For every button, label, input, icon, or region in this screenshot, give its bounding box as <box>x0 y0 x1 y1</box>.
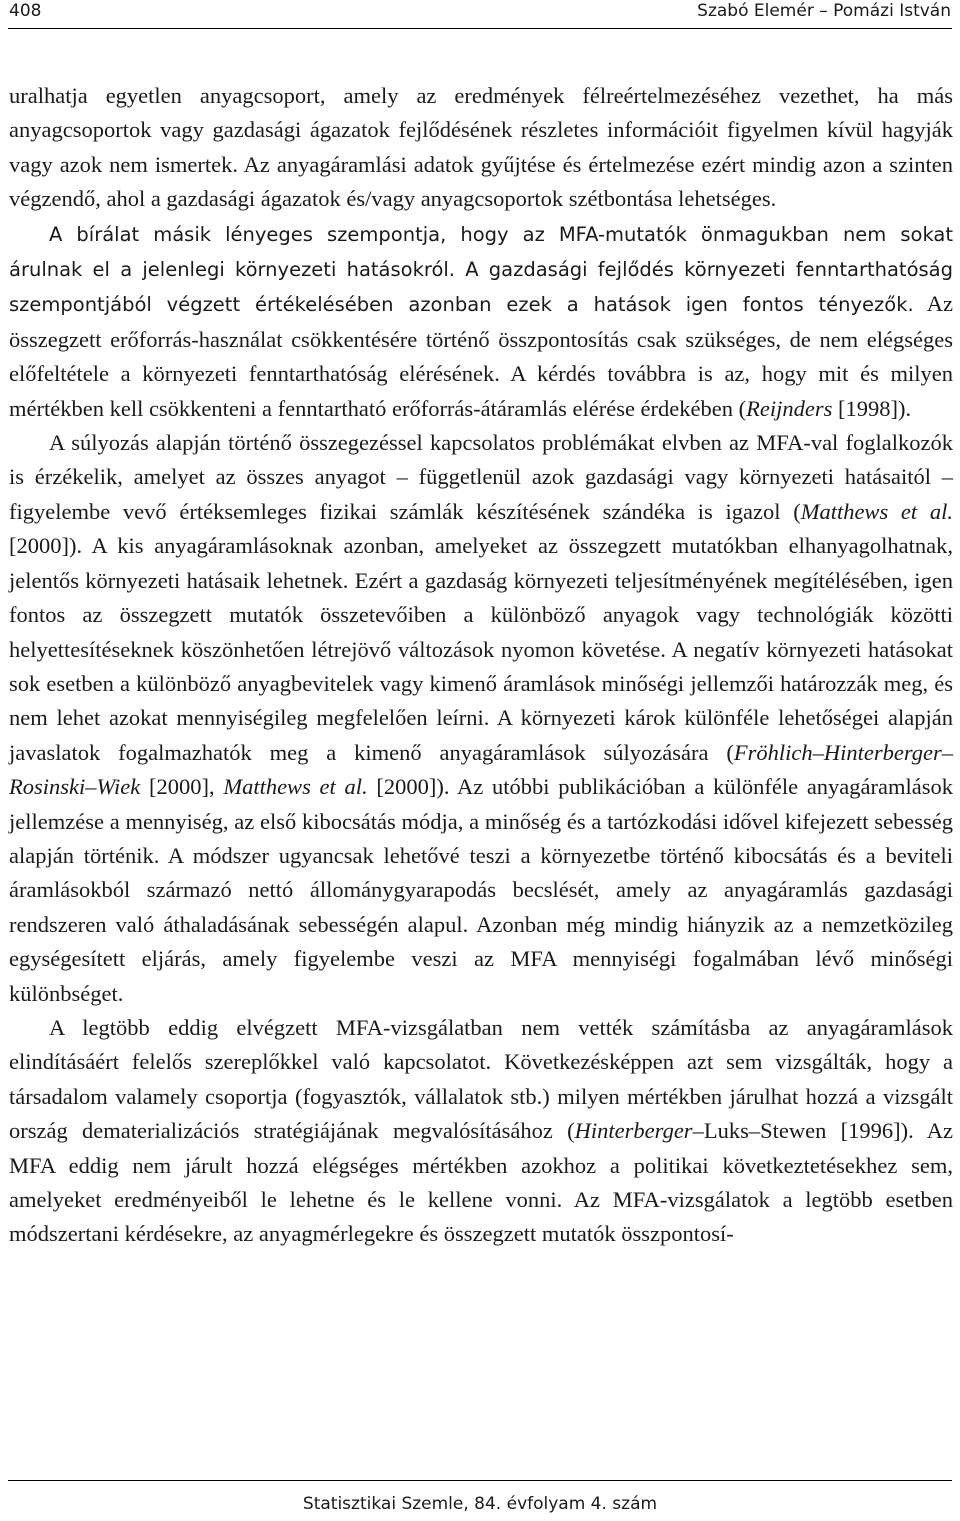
citation-hinterberger: Hinterberger <box>574 1118 693 1144</box>
paragraph-weighting <box>9 426 953 1011</box>
paragraph-criticism <box>9 217 953 426</box>
article-body <box>9 79 953 1252</box>
paragraph-weighting-text-a: A súlyozás alapján történő összegezéssel kapcsolatos problémákat elvben az MFA-val foglalkozók is érzékelik, amelyet az összes anyagot – függetlenül azok gazdasági vagy környezeti hatásaitól – figyelembe vevő értéksemleges fizikai számlák készítésének szándéka is igazol ( <box>9 430 953 524</box>
citation-reijnders: Reijnders <box>746 395 833 421</box>
running-header-authors: Szabó Elemér – Pomázi István <box>697 1 951 21</box>
paragraph-criticism-text-b: [1998]). <box>832 395 912 421</box>
paragraph-actors-text-b: –Luks–Stewen [1996]). Az MFA eddig nem járult hozzá elégséges mértékben azokhoz a politikai következtetésekhez sem, amelyeket eredményeiből le lehetne és le kellene vonni. Az MFA-vizsgálatok a legtöbb esetben módszertani kérdésekre, az anyagmérlegekre és összegzett mutatók összpontosí- <box>9 1118 953 1247</box>
paragraph-criticism-sans-text: A bírálat másik lényeges szempontja, hogy az MFA-mutatók önmagukban nem sokat árulnak el a jelenlegi környezeti hatásokról. A gazdasági fejlődés környezeti fenntarthatóság szempontjából végzett értékelésében azonban ezek a hatások igen fontos tényezők. <box>9 222 953 317</box>
running-footer: Statisztikai Szemle, 84. évfolyam 4. szám <box>302 1494 658 1514</box>
running-header <box>0 0 960 30</box>
citation-matthews-2: Matthews et al. <box>223 774 368 800</box>
paragraph-actors <box>9 1011 953 1252</box>
footer-rule <box>8 1480 952 1481</box>
page-number: 408 <box>9 1 42 21</box>
header-rule <box>8 28 952 29</box>
paragraph-weighting-text-c: [2000], <box>140 774 224 800</box>
paragraph-actors-text-a: A legtöbb eddig elvégzett MFA-vizsgálatban nem vették számításba az anyagáramlások elindításáért felelős szereplőkkel való kapcsolatot. Következésképpen azt sem vizsgálták, hogy a társadalom valamely csoportja (fogyasztók, vállalatok stb.) milyen mértékben járulhat hozzá a vizsgált ország dematerializációs stratégiájának megvalósításához ( <box>9 1014 953 1144</box>
citation-matthews-1: Matthews et al. <box>800 498 954 524</box>
paragraph-weighting-text-b: [2000]). A kis anyagáramlásoknak azonban, amelyeket az összegzett mutatókban elhanyagolhatnak, jelentős környezeti hatásaik lehetnek. Ezért a gazdaság környezeti teljesítményének megítélésében, igen fontos az összegzett mutatók összetevőiben a különböző anyagok vagy technológiák közötti helyettesítéseknek köszönhetően létrejövő változások nyomon követése. A negatív környezeti hatásokat sok esetben a különböző anyagbevitelek vagy kimenő áramlások minőségi jellemzői határozzák meg, és nem lehet azokat mennyiségileg megfelelően leírni. A környezeti károk különféle lehetőségei alapján javaslatok fogalmazhatók meg a kimenő anyagáramlások súlyozására ( <box>9 533 953 765</box>
citation-frohlich: Fröhlich–Hinterberger–Rosinski–Wiek <box>9 739 953 800</box>
paragraph-continued: uralhatja egyetlen anyagcsoport, amely az eredmények félreértelmezéséhez vezethet, ha más anyagcsoportok vagy gazdasági ágazatok fejlődésének részletes információit figyelmen kívül hagyják vagy azok nem ismertek. Az anyagáramlási adatok gyűjtése és értelmezése ezért mindig azon a szinten végzendő, ahol a gazdasági ágazatok és/vagy anyagcsoportok szétbontása lehetséges. <box>9 83 953 212</box>
paragraph-weighting-text-d: [2000]). Az utóbbi publikációban a különféle anyagáramlások jellemzése a mennyiség, az első kibocsátás módja, a minőség és a tartózkodási idővel kifejezett sebesség alapján történik. A módszer ugyancsak lehetővé teszi a környezetbe történő kibocsátás és a beviteli áramlásokból származó nettó állománygyarapodás becslését, amely az anyagáramlás gazdasági rendszeren való áthaladásának sebességén alapul. Azonban még mindig hiányzik az a nemzetközileg egységesített eljárás, amely figyelembe veszi az MFA mennyiségi fogalmában lévő minőségi különbséget. <box>9 774 953 1006</box>
paragraph-criticism-text-a: Az összegzett erőforrás-használat csökkentésére történő összpontosítás csak szükséges, de nem elégséges előfeltétele a környezeti fenntarthatóság elérésének. A kérdés továbbra is az, hogy mit és milyen mértékben kell csökkenteni a fenntartható erőforrás-átáramlás elérése érdekében ( <box>9 291 954 421</box>
